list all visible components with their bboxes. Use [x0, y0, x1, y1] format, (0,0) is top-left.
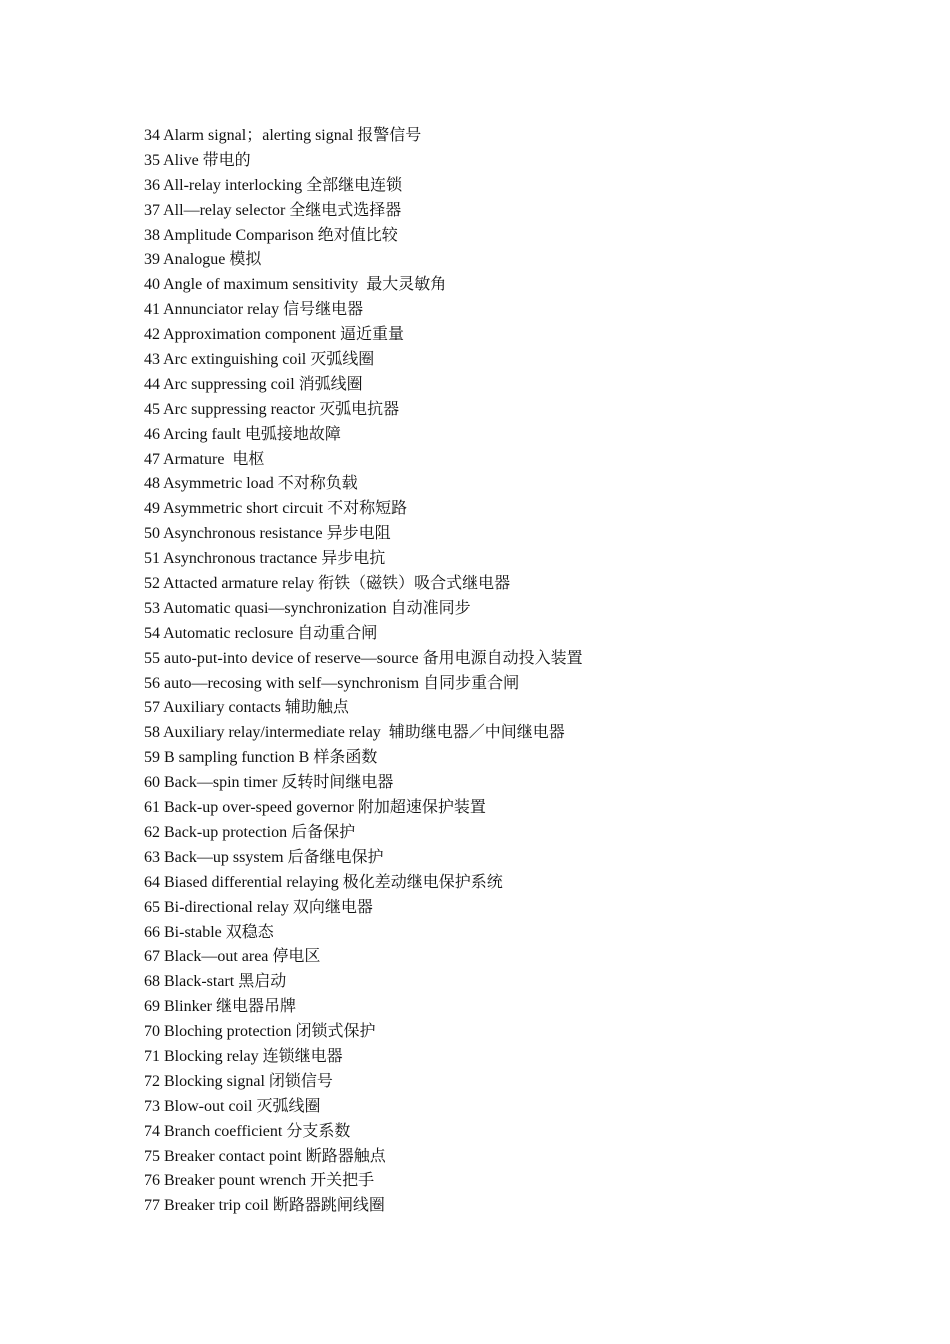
glossary-entry: 61 Back-up over-speed governor 附加超速保护装置 — [144, 799, 486, 817]
glossary-entry: 46 Arcing fault 电弧接地故障 — [144, 425, 341, 443]
glossary-entry: 48 Asymmetric load 不对称负载 — [144, 475, 358, 493]
glossary-entry: 55 auto-put-into device of reserve—source 备用电源自动投入装置 — [144, 649, 583, 667]
glossary-entry: 70 Bloching protection 闭锁式保护 — [144, 1023, 376, 1041]
glossary-entry: 60 Back—spin timer 反转时间继电器 — [144, 774, 394, 792]
glossary-entry: 63 Back—up ssystem 后备继电保护 — [144, 848, 384, 866]
glossary-entry: 65 Bi-directional relay 双向继电器 — [144, 898, 373, 916]
glossary-entry: 42 Approximation component 逼近重量 — [144, 326, 404, 344]
glossary-entry: 76 Breaker pount wrench 开关把手 — [144, 1172, 375, 1190]
glossary-entry: 71 Blocking relay 连锁继电器 — [144, 1047, 343, 1065]
glossary-entry: 54 Automatic reclosure 自动重合闸 — [144, 624, 378, 642]
glossary-entry: 73 Blow-out coil 灭弧线圈 — [144, 1097, 321, 1115]
glossary-entry: 37 All—relay selector 全继电式选择器 — [144, 201, 402, 219]
glossary-entry: 49 Asymmetric short circuit 不对称短路 — [144, 500, 408, 518]
glossary-list — [144, 124, 583, 1219]
glossary-entry: 44 Arc suppressing coil 消弧线圈 — [144, 375, 363, 393]
glossary-entry: 56 auto—recosing with self—synchronism 自同步重合闸 — [144, 674, 520, 692]
glossary-entry: 75 Breaker contact point 断路器触点 — [144, 1147, 386, 1165]
glossary-entry: 64 Biased differential relaying 极化差动继电保护系统 — [144, 873, 503, 891]
glossary-entry: 34 Alarm signal；alerting signal 报警信号 — [144, 127, 422, 144]
glossary-entry: 58 Auxiliary relay/intermediate relay 辅助继电器／中间继电器 — [144, 724, 565, 742]
glossary-entry: 40 Angle of maximum sensitivity 最大灵敏角 — [144, 276, 447, 294]
glossary-entry: 68 Black-start 黑启动 — [144, 973, 287, 991]
glossary-entry: 39 Analogue 模拟 — [144, 251, 262, 269]
glossary-entry: 53 Automatic quasi—synchronization 自动准同步 — [144, 599, 471, 617]
glossary-entry: 36 All-relay interlocking 全部继电连锁 — [144, 176, 403, 194]
glossary-entry: 77 Breaker trip coil 断路器跳闸线圈 — [144, 1197, 385, 1215]
glossary-entry: 66 Bi-stable 双稳态 — [144, 923, 274, 941]
glossary-entry: 59 B sampling function B 样条函数 — [144, 749, 378, 767]
glossary-entry: 45 Arc suppressing reactor 灭弧电抗器 — [144, 400, 400, 418]
glossary-entry: 50 Asynchronous resistance 异步电阻 — [144, 525, 391, 543]
glossary-entry: 74 Branch coefficient 分支系数 — [144, 1122, 351, 1140]
glossary-entry: 35 Alive 带电的 — [144, 151, 251, 169]
glossary-entry: 51 Asynchronous tractance 异步电抗 — [144, 550, 386, 568]
glossary-entry: 43 Arc extinguishing coil 灭弧线圈 — [144, 351, 375, 369]
glossary-entry: 67 Black—out area 停电区 — [144, 948, 321, 966]
glossary-entry: 38 Amplitude Comparison 绝对值比较 — [144, 226, 398, 244]
glossary-entry: 69 Blinker 继电器吊牌 — [144, 998, 296, 1016]
glossary-entry: 52 Attacted armature relay 衔铁（磁铁）吸合式继电器 — [144, 575, 511, 593]
glossary-entry: 72 Blocking signal 闭锁信号 — [144, 1072, 333, 1090]
glossary-entry: 62 Back-up protection 后备保护 — [144, 823, 356, 841]
glossary-entry: 57 Auxiliary contacts 辅助触点 — [144, 699, 349, 717]
glossary-entry: 41 Annunciator relay 信号继电器 — [144, 301, 364, 319]
glossary-entry: 47 Armature 电枢 — [144, 450, 265, 468]
